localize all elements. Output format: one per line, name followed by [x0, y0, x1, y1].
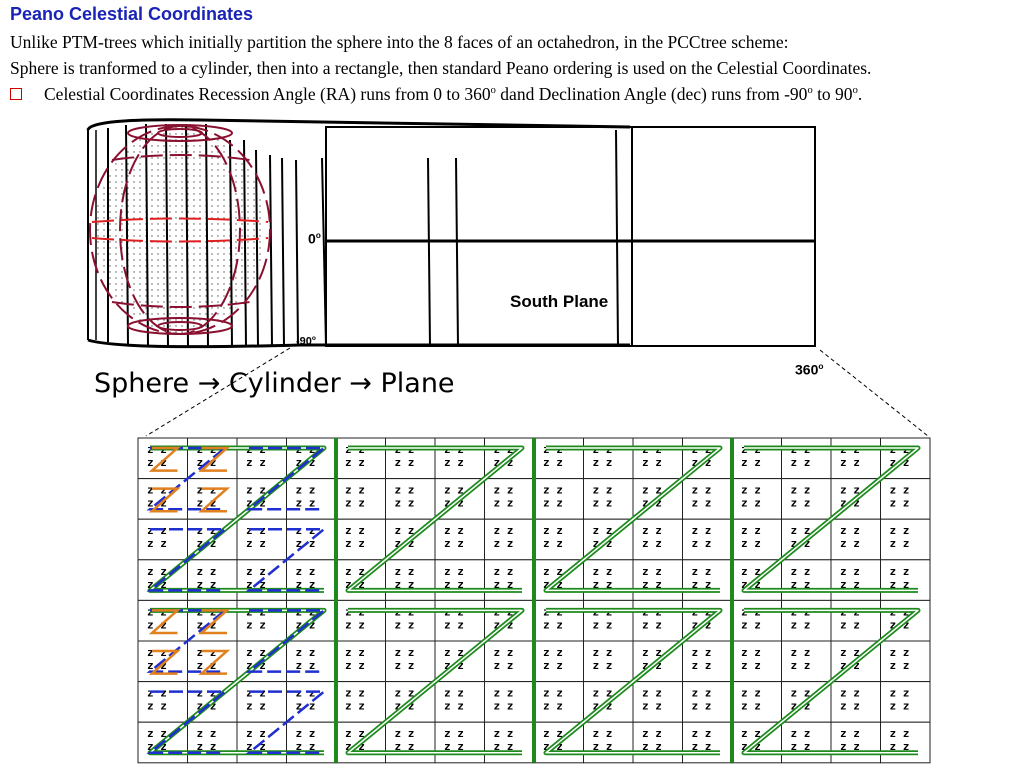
cell-glyph: z z [790, 524, 811, 538]
method-line: Sphere is tranformed to a cylinder, then into a rectangle, then standard Peano ordering is used on the Celestial Coordinates. [10, 58, 872, 78]
cell-glyph: z z [444, 659, 464, 672]
cell-glyph: z z [642, 727, 662, 741]
cell-glyph: z z [147, 577, 167, 591]
neg90-degree-label: -90$^o$ [296, 335, 316, 348]
cell-glyph: z z [741, 646, 761, 659]
cell-glyph: z z [741, 496, 761, 510]
cell-glyph: z z [345, 618, 365, 632]
cell-glyph: z z [196, 564, 217, 578]
cell-glyph: z z [642, 686, 662, 700]
cell-glyph: z z [691, 686, 712, 700]
cell-glyph: z z [444, 496, 464, 510]
cell-glyph: z z [642, 646, 662, 659]
cell-glyph: z z [444, 456, 464, 469]
cell-glyph: z z [493, 483, 514, 497]
cell-glyph: z z [543, 564, 563, 578]
cell-glyph: z z [295, 740, 316, 754]
cell-glyph: z z [246, 686, 266, 700]
cell-glyph: z z [592, 537, 613, 551]
cell-glyph: z z [147, 496, 167, 510]
cell-glyph: z z [592, 659, 613, 672]
cell-glyph: z z [345, 456, 365, 469]
cell-glyph: z z [444, 577, 464, 591]
cell-glyph: z z [493, 524, 514, 538]
cell-glyph: z z [295, 456, 316, 469]
cell-glyph: z z [790, 727, 811, 741]
cell-glyph: z z [196, 496, 217, 510]
cell-glyph: z z [147, 564, 167, 578]
cell-glyph: z z [246, 618, 266, 632]
cell-glyph: z z [889, 659, 910, 672]
cell-glyph: z z [642, 699, 662, 713]
cell-glyph: z z [642, 456, 662, 469]
cell-glyph: z z [592, 524, 613, 538]
cell-glyph: z z [295, 564, 316, 578]
cell-glyph: z z [840, 443, 860, 456]
cell-glyph: z z [592, 727, 613, 741]
cell-glyph: z z [889, 577, 910, 591]
cell-glyph: z z [246, 456, 266, 469]
cell-glyph: z z [790, 577, 811, 591]
cell-glyph: z z [394, 483, 415, 497]
cell-glyph: z z [741, 659, 761, 672]
cell-glyph: z z [790, 686, 811, 700]
cell-glyph: z z [246, 659, 266, 672]
cell-glyph: z z [147, 646, 167, 659]
cell-glyph: z z [790, 605, 811, 619]
cell-glyph: z z [691, 496, 712, 510]
cell-glyph: z z [394, 646, 415, 659]
cell-glyph: z z [790, 496, 811, 510]
cell-glyph: z z [592, 699, 613, 713]
slide-title: Peano Celestial Coordinates [10, 4, 254, 24]
cell-glyph: z z [543, 605, 563, 619]
cell-glyph: z z [889, 618, 910, 632]
cell-glyph: z z [147, 686, 167, 700]
cell-glyph: z z [147, 537, 167, 551]
cell-glyph: z z [147, 699, 167, 713]
cell-glyph: z z [543, 537, 563, 551]
cell-glyph: z z [691, 605, 712, 619]
cell-glyph: z z [345, 699, 365, 713]
bullet-text-2: dand Declination Angle (dec) runs from -90 [495, 84, 808, 104]
cell-glyph: z z [543, 699, 563, 713]
cell-glyph: z z [345, 686, 365, 700]
degree-360-label: 360$^o$ [795, 361, 824, 378]
cell-glyph: z z [889, 605, 910, 619]
cell-glyph: z z [345, 564, 365, 578]
cell-glyph: z z [246, 727, 266, 741]
cell-glyph: z z [295, 686, 316, 700]
cell-glyph: z z [394, 577, 415, 591]
cell-glyph: z z [295, 524, 316, 538]
cell-glyph: z z [889, 496, 910, 510]
cell-glyph: z z [345, 537, 365, 551]
cell-glyph: z z [493, 699, 514, 713]
cell-glyph: z z [493, 686, 514, 700]
cell-glyph: z z [493, 537, 514, 551]
cell-glyph: z z [840, 496, 860, 510]
cell-glyph: z z [444, 564, 464, 578]
cell-glyph: z z [543, 524, 563, 538]
cell-glyph: z z [889, 524, 910, 538]
cell-glyph: z z [543, 483, 563, 497]
cell-glyph: z z [345, 483, 365, 497]
cell-glyph: z z [889, 646, 910, 659]
cell-glyph: z z [840, 646, 860, 659]
cell-glyph: z z [543, 686, 563, 700]
cell-glyph: z z [691, 564, 712, 578]
cell-glyph: z z [394, 605, 415, 619]
degree-sup: o [852, 85, 858, 97]
cell-glyph: z z [493, 646, 514, 659]
cell-glyph: z z [543, 456, 563, 469]
cell-glyph: z z [592, 740, 613, 754]
cell-glyph: z z [345, 577, 365, 591]
cell-glyph: z z [345, 727, 365, 741]
cell-glyph: z z [394, 659, 415, 672]
cell-glyph: z z [741, 443, 761, 456]
cell-glyph: z z [444, 618, 464, 632]
cell-glyph: z z [741, 727, 761, 741]
cell-glyph: z z [444, 483, 464, 497]
cell-glyph: z z [543, 443, 563, 456]
cell-glyph: z z [592, 483, 613, 497]
cell-glyph: z z [840, 605, 860, 619]
cell-glyph: z z [889, 443, 910, 456]
cell-glyph: z z [790, 740, 811, 754]
cell-glyph: z z [444, 686, 464, 700]
cell-glyph: z z [543, 618, 563, 632]
cell-glyph: z z [147, 659, 167, 672]
cell-glyph: z z [295, 605, 316, 619]
cell-glyph: z z [840, 740, 860, 754]
cell-glyph: z z [295, 646, 316, 659]
cell-glyph: z z [642, 496, 662, 510]
cell-glyph: z z [493, 659, 514, 672]
cell-glyph: z z [790, 699, 811, 713]
cell-glyph: z z [642, 618, 662, 632]
cell-glyph: z z [493, 605, 514, 619]
cell-glyph: z z [741, 524, 761, 538]
cell-glyph: z z [196, 483, 217, 497]
cell-glyph: z z [642, 537, 662, 551]
cell-glyph: z z [592, 564, 613, 578]
cell-glyph: z z [691, 727, 712, 741]
cell-glyph: z z [543, 727, 563, 741]
cell-glyph: z z [147, 456, 167, 469]
cell-glyph: z z [444, 605, 464, 619]
cell-glyph: z z [246, 564, 266, 578]
cell-glyph: z z [889, 564, 910, 578]
cell-glyph: z z [889, 727, 910, 741]
cell-glyph: z z [889, 699, 910, 713]
cell-glyph: z z [295, 443, 316, 456]
cell-glyph: z z [840, 686, 860, 700]
cell-glyph: z z [691, 659, 712, 672]
cell-glyph: z z [691, 740, 712, 754]
cell-glyph: z z [840, 537, 860, 551]
cell-glyph: z z [345, 605, 365, 619]
cell-glyph: z z [394, 618, 415, 632]
cell-glyph: z z [543, 659, 563, 672]
cell-glyph: z z [345, 443, 365, 456]
cell-glyph: z z [592, 605, 613, 619]
cell-glyph: z z [246, 699, 266, 713]
cell-glyph: z z [196, 537, 217, 551]
cell-glyph: z z [196, 605, 217, 619]
cell-glyph: z z [295, 659, 316, 672]
cell-glyph: z z [840, 699, 860, 713]
cell-glyph: z z [444, 443, 464, 456]
cell-glyph: z z [691, 577, 712, 591]
cell-glyph: z z [840, 659, 860, 672]
degree-sup: o [490, 85, 496, 97]
bullet-text-1: Celestial Coordinates Recession Angle (RA) runs from 0 to 360 [44, 84, 491, 104]
cell-glyph: z z [889, 483, 910, 497]
cell-glyph: z z [345, 659, 365, 672]
zero-degree-label: 0$^o$ [308, 230, 321, 247]
cell-glyph: z z [196, 699, 217, 713]
cell-glyph: z z [543, 577, 563, 591]
cell-glyph: z z [790, 537, 811, 551]
intro-line: Unlike PTM-trees which initially partition the sphere into the 8 faces of an octahedron, in the PCCtree scheme: [10, 32, 789, 52]
cell-glyph: z z [691, 456, 712, 469]
cell-glyph: z z [642, 443, 662, 456]
cell-glyph: z z [889, 456, 910, 469]
cell-glyph: z z [691, 483, 712, 497]
cell-glyph: z z [691, 618, 712, 632]
cell-glyph: z z [394, 443, 415, 456]
cell-glyph: z z [642, 605, 662, 619]
cell-glyph: z z [394, 564, 415, 578]
cell-glyph: z z [345, 646, 365, 659]
cell-glyph: z z [691, 699, 712, 713]
cell-glyph: z z [196, 659, 217, 672]
cell-glyph: z z [741, 740, 761, 754]
cell-glyph: z z [444, 699, 464, 713]
cell-glyph: z z [592, 443, 613, 456]
cell-glyph: z z [196, 443, 217, 456]
cell-glyph: z z [741, 564, 761, 578]
cell-glyph: z z [840, 727, 860, 741]
cell-glyph: z z [741, 618, 761, 632]
cell-glyph: z z [196, 618, 217, 632]
cell-glyph: z z [741, 483, 761, 497]
cell-glyph: z z [493, 496, 514, 510]
cell-glyph: z z [840, 483, 860, 497]
cell-glyph: z z [394, 727, 415, 741]
cell-glyph: z z [592, 618, 613, 632]
cell-glyph: z z [493, 443, 514, 456]
cell-glyph: z z [444, 646, 464, 659]
cell-glyph: z z [295, 537, 316, 551]
cell-glyph: z z [147, 618, 167, 632]
bullet-text-3: to 90 [812, 84, 853, 104]
cell-glyph: z z [394, 496, 415, 510]
cell-glyph: z z [246, 483, 266, 497]
transform-flow-caption: Sphere → Cylinder → Plane [94, 368, 455, 399]
cell-glyph: z z [642, 483, 662, 497]
cell-glyph: z z [741, 605, 761, 619]
cell-glyph: z z [345, 740, 365, 754]
cell-glyph: z z [394, 456, 415, 469]
cell-glyph: z z [790, 456, 811, 469]
cell-glyph: z z [196, 740, 217, 754]
cell-glyph: z z [790, 483, 811, 497]
cell-glyph: z z [295, 618, 316, 632]
cell-glyph: z z [493, 740, 514, 754]
cell-glyph: z z [444, 524, 464, 538]
cell-glyph: z z [196, 686, 217, 700]
cell-glyph: z z [790, 443, 811, 456]
cell-glyph: z z [790, 646, 811, 659]
cell-glyph: z z [543, 646, 563, 659]
cell-glyph: z z [246, 605, 266, 619]
cell-glyph: z z [444, 740, 464, 754]
cell-glyph: z z [147, 443, 167, 456]
cell-glyph: z z [295, 577, 316, 591]
cell-glyph: z z [147, 483, 167, 497]
cell-glyph: z z [394, 524, 415, 538]
cell-glyph: z z [642, 524, 662, 538]
cell-glyph: z z [592, 496, 613, 510]
cell-glyph: z z [592, 646, 613, 659]
cell-glyph: z z [741, 686, 761, 700]
cell-glyph: z z [691, 524, 712, 538]
cell-glyph: z z [196, 646, 217, 659]
cell-glyph: z z [840, 564, 860, 578]
cell-glyph: z z [642, 740, 662, 754]
cell-glyph: z z [295, 699, 316, 713]
cell-glyph: z z [543, 496, 563, 510]
cell-glyph: z z [493, 727, 514, 741]
cell-glyph: z z [394, 686, 415, 700]
cell-glyph: z z [592, 577, 613, 591]
cell-glyph: z z [790, 659, 811, 672]
cell-glyph: z z [889, 740, 910, 754]
bullet-text-end: . [857, 84, 863, 104]
cell-glyph: z z [840, 577, 860, 591]
cell-glyph: z z [691, 443, 712, 456]
cell-glyph: z z [741, 537, 761, 551]
cell-glyph: z z [147, 524, 167, 538]
cell-glyph: z z [444, 537, 464, 551]
cell-glyph: z z [741, 577, 761, 591]
cell-glyph: z z [246, 524, 266, 538]
cell-glyph: z z [592, 686, 613, 700]
cell-glyph: z z [246, 646, 266, 659]
cell-glyph: z z [840, 524, 860, 538]
cell-glyph: z z [246, 577, 266, 591]
cell-glyph: z z [394, 740, 415, 754]
cell-glyph: z z [444, 727, 464, 741]
cell-glyph: z z [246, 740, 266, 754]
cell-glyph: z z [345, 524, 365, 538]
cell-glyph: z z [493, 577, 514, 591]
cell-glyph: z z [147, 740, 167, 754]
cell-glyph: z z [543, 740, 563, 754]
cell-glyph: z z [246, 496, 266, 510]
cell-glyph: z z [642, 564, 662, 578]
cell-glyph: z z [691, 537, 712, 551]
cell-glyph: z z [790, 618, 811, 632]
cell-glyph: z z [642, 659, 662, 672]
cell-glyph: z z [295, 727, 316, 741]
cell-glyph: z z [246, 443, 266, 456]
cell-glyph: z z [196, 456, 217, 469]
cell-glyph: z z [840, 456, 860, 469]
cell-glyph: z z [196, 727, 217, 741]
degree-sup: o [807, 85, 813, 97]
cell-glyph: z z [295, 483, 316, 497]
cell-glyph: z z [345, 496, 365, 510]
cell-glyph: z z [394, 537, 415, 551]
cell-glyph: z z [196, 577, 217, 591]
cell-glyph: z z [691, 646, 712, 659]
cell-glyph: z z [147, 605, 167, 619]
south-plane-label: South Plane [510, 292, 609, 311]
cell-glyph: z z [493, 564, 514, 578]
cell-glyph: z z [741, 456, 761, 469]
cell-glyph: z z [889, 686, 910, 700]
cell-glyph: z z [493, 618, 514, 632]
cell-glyph: z z [840, 618, 860, 632]
cell-glyph: z z [592, 456, 613, 469]
cell-glyph: z z [741, 699, 761, 713]
cell-glyph: z z [147, 727, 167, 741]
cell-glyph: z z [642, 577, 662, 591]
cell-glyph: z z [196, 524, 217, 538]
cell-glyph: z z [790, 564, 811, 578]
cell-glyph: z z [246, 537, 266, 551]
cell-glyph: z z [493, 456, 514, 469]
cell-glyph: z z [889, 537, 910, 551]
cell-glyph: z z [394, 699, 415, 713]
cell-glyph: z z [295, 496, 316, 510]
